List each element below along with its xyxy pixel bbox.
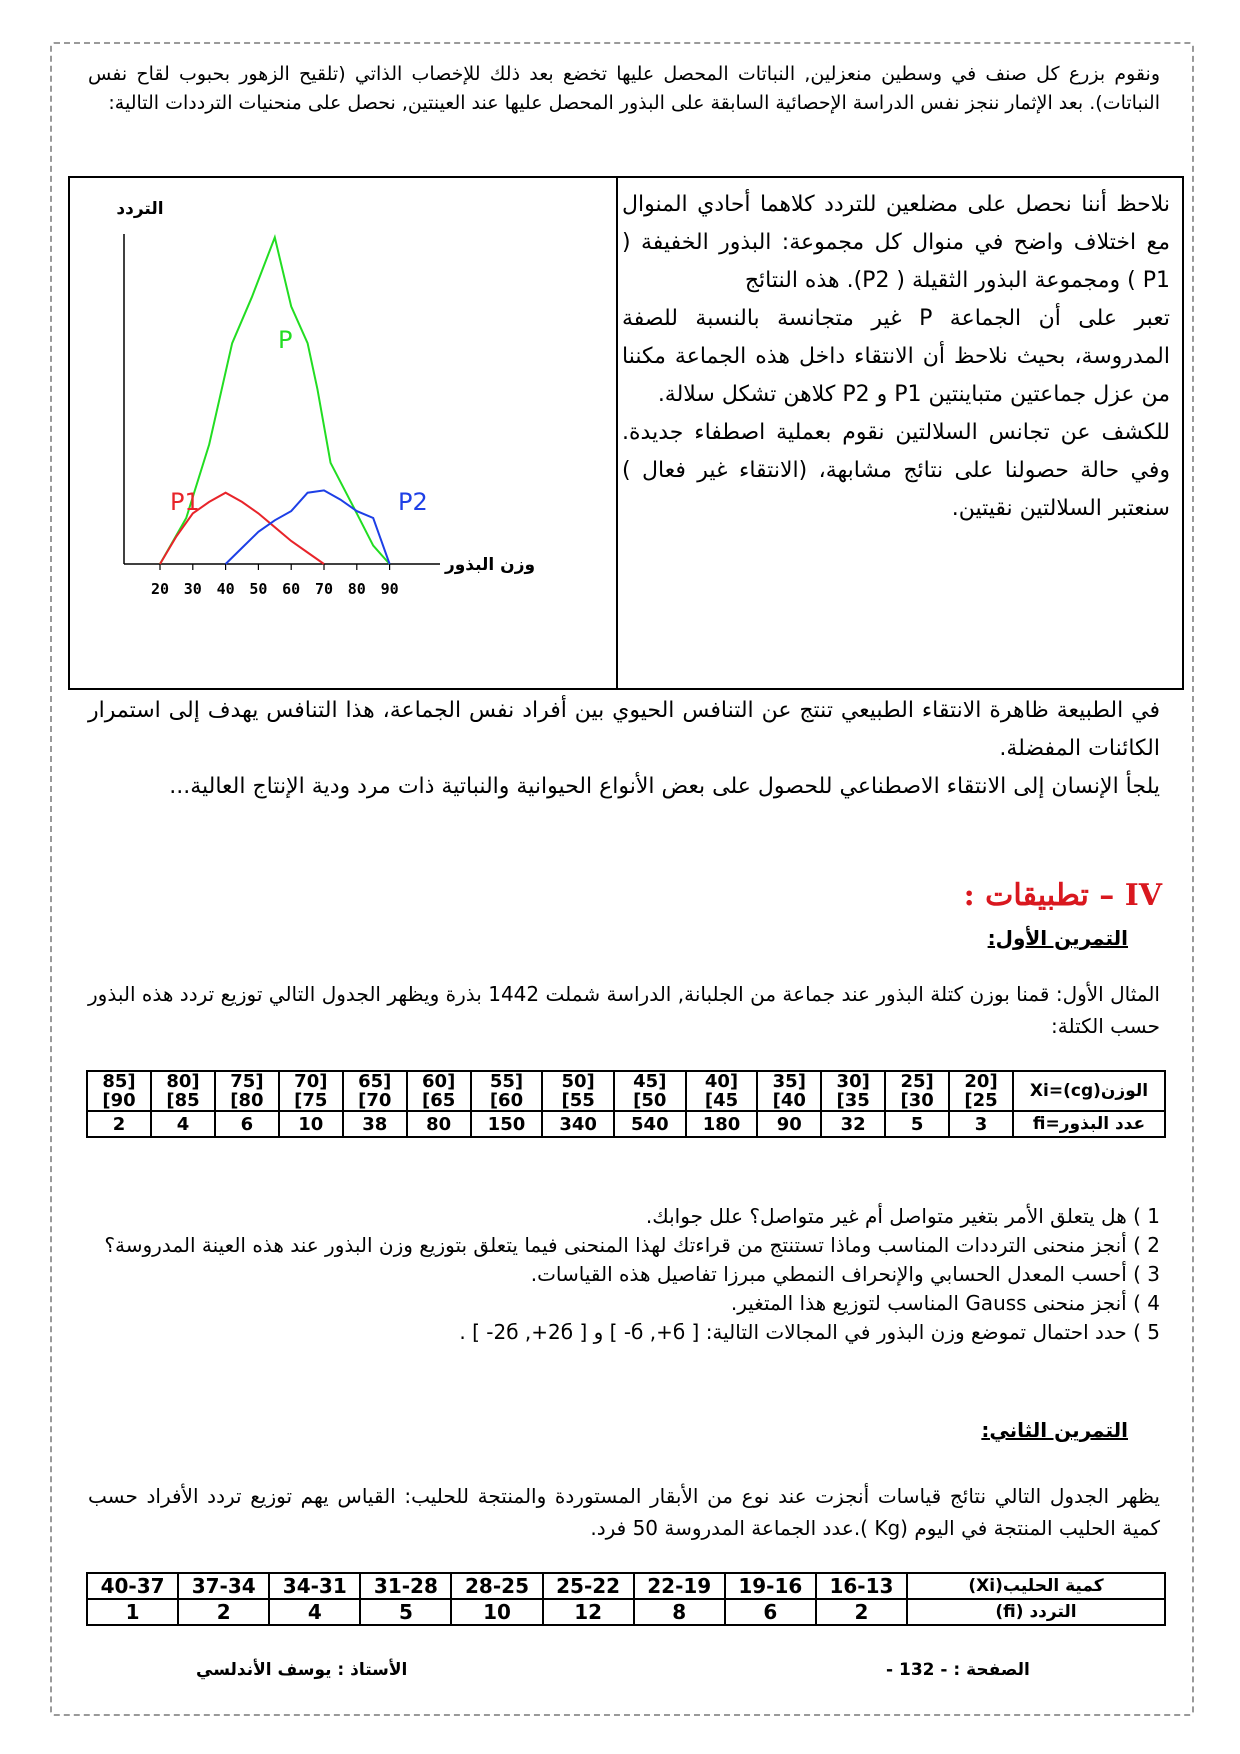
x-axis-label: وزن البذور (444, 555, 536, 575)
figure-explanation (622, 186, 1170, 528)
figure-box (68, 176, 1184, 690)
table-header-weight: الوزن(cg)=Xi (1013, 1071, 1165, 1111)
table-row-frequencies (87, 1111, 1165, 1137)
selection-paragraphs (88, 692, 1160, 806)
table-cell-class: 31-28 (360, 1573, 451, 1599)
table-cell-frequency: 4 (269, 1599, 360, 1625)
table-row-classes (87, 1071, 1165, 1111)
x-tick-label: 60 (282, 580, 301, 598)
table-header-frequency: التردد (fi) (907, 1599, 1165, 1625)
x-tick-label: 80 (347, 580, 366, 598)
exercise-1-title: التمرين الأول: (987, 926, 1128, 950)
table-cell-class (821, 1071, 885, 1111)
question-5: 5 ) حدد احتمال تموضع وزن البذور في المجالات التالية: [ ‎-б ,+б‎ ] و [ ‎-2б ,+2б‎ ] . (459, 1320, 1160, 1344)
table-cell-frequency: 2 (816, 1599, 907, 1625)
box-divider (616, 178, 618, 688)
explanation-paragraph-3: للكشف عن تجانس السلالتين نقوم بعملية اصطفاء جديدة. وفي حالة حصولنا على نتائج مشابهة، (الانتقاء غير فعال ) سنعتبر السلالتين نقيتين. (622, 420, 1170, 521)
table-cell-frequency: 6 (215, 1111, 279, 1137)
class-lower: [60 (422, 1071, 456, 1092)
seed-weight-table (86, 1070, 1166, 1138)
table-cell-frequency: 80 (407, 1111, 471, 1137)
table-cell-class (757, 1071, 821, 1111)
class-lower: [75 (230, 1071, 264, 1092)
footer-page-number: الصفحة : - 132 - (886, 1660, 1030, 1680)
frequency-polygon-chart (70, 178, 616, 688)
table-cell-frequency: 150 (471, 1111, 543, 1137)
table-cell-frequency: 340 (542, 1111, 614, 1137)
table-cell-frequency: 6 (725, 1599, 816, 1625)
class-upper: 65] (422, 1090, 456, 1111)
section-title: IV – تطبيقات : (963, 878, 1162, 913)
footer-author: الأستاذ : يوسف الأندلسي (196, 1660, 408, 1680)
table-cell-class (87, 1071, 151, 1111)
table-cell-class (471, 1071, 543, 1111)
table-cell-class (542, 1071, 614, 1111)
table-cell-class (151, 1071, 215, 1111)
class-lower: [40 (704, 1071, 739, 1092)
class-upper: 80] (230, 1090, 264, 1111)
artificial-selection-paragraph: يلجأ الإنسان إلى الانتقاء الاصطناعي للحصول على بعض الأنواع الحيوانية والنباتية ذات مرد ودية الإنتاج العالية... (169, 774, 1160, 799)
table-cell-frequency: 3 (949, 1111, 1013, 1137)
table-cell-class: 16-13 (816, 1573, 907, 1599)
table-cell-frequency: 38 (343, 1111, 407, 1137)
table-cell-class (686, 1071, 758, 1111)
class-lower: [50 (561, 1071, 595, 1092)
natural-selection-paragraph: في الطبيعة ظاهرة الانتقاء الطبيعي تنتج عن التنافس الحيوي بين أفراد نفس الجماعة، هذا التنافس يهدف إلى استمرار الكائنات المفضلة. (88, 698, 1160, 761)
class-upper: 70] (358, 1090, 392, 1111)
table-cell-frequency: 1 (87, 1599, 178, 1625)
class-upper: 85] (166, 1090, 200, 1111)
table-header-count: عدد البذور=fi (1013, 1111, 1165, 1137)
class-lower: [65 (358, 1071, 392, 1092)
question-1: 1 ) هل يتعلق الأمر بتغير متواصل أم غير متواصل؟ علل جوابك. (645, 1204, 1160, 1228)
class-upper: 55] (561, 1090, 595, 1111)
class-upper: 75] (294, 1090, 328, 1111)
table-cell-frequency: 2 (178, 1599, 269, 1625)
table-cell-class (949, 1071, 1013, 1111)
class-upper: 35] (836, 1090, 870, 1111)
class-upper: 45] (704, 1090, 739, 1111)
series-label-p2: P2 (398, 488, 428, 516)
x-tick-label: 40 (216, 580, 235, 598)
table-cell-frequency: 5 (360, 1599, 451, 1625)
table-cell-frequency: 180 (686, 1111, 758, 1137)
table-cell-frequency: 12 (543, 1599, 634, 1625)
class-upper: 30] (900, 1090, 934, 1111)
class-lower: [70 (294, 1071, 328, 1092)
table-cell-frequency: 4 (151, 1111, 215, 1137)
question-3: 3 ) أحسب المعدل الحسابي والإنحراف النمطي مبرزا تفاصيل هذه القياسات. (530, 1262, 1160, 1286)
class-lower: [35 (772, 1071, 806, 1092)
question-2: 2 ) أنجز منحنى الترددات المناسب وماذا تستنتج من قراءتك لهذا المنحنى فيما يتعلق بتوزيع وزن البذور عند هذه العينة المدروسة؟ (104, 1233, 1160, 1257)
exercise-1-text: المثال الأول: قمنا بوزن كتلة البذور عند جماعة من الجلبانة, الدراسة شملت 1442 بذرة ويظهر الجدول التالي توزيع تردد هذه البذور حسب الكتلة: (88, 982, 1160, 1038)
question-4: 4 ) أنجز منحنى Gauss المناسب لتوزيع هذا المتغير. (730, 1291, 1160, 1315)
series-label-p1: P1 (170, 488, 200, 516)
table-cell-class: 28-25 (451, 1573, 542, 1599)
table-cell-class: 19-16 (725, 1573, 816, 1599)
table-row-frequencies (87, 1599, 1165, 1625)
table-cell-class: 37-34 (178, 1573, 269, 1599)
table-row-classes (87, 1573, 1165, 1599)
x-tick-label: 70 (314, 580, 334, 598)
class-lower: [45 (633, 1071, 667, 1092)
table-cell-class (215, 1071, 279, 1111)
table-cell-class (343, 1071, 407, 1111)
table-cell-frequency: 540 (614, 1111, 686, 1137)
table-cell-class (279, 1071, 343, 1111)
table-cell-frequency: 2 (87, 1111, 151, 1137)
explanation-paragraph-2: تعبر على أن الجماعة P غير متجانسة بالنسبة للصفة المدروسة، بحيث نلاحظ أن الانتقاء داخل هذه الجماعة مكننا من عزل جماعتين متباينتين P1 و P2 كلاهن تشكل سلالة. (622, 306, 1170, 407)
table-cell-frequency: 8 (634, 1599, 725, 1625)
table-cell-frequency: 5 (885, 1111, 949, 1137)
table-cell-class: 22-19 (634, 1573, 725, 1599)
table-cell-class: 25-22 (543, 1573, 634, 1599)
table-cell-class (407, 1071, 471, 1111)
table-cell-class (614, 1071, 686, 1111)
milk-quantity-table (86, 1572, 1166, 1626)
table-cell-frequency: 10 (279, 1111, 343, 1137)
class-upper: 25] (964, 1090, 998, 1111)
table-header-milk: كمية الحليب(Xi) (907, 1573, 1165, 1599)
exercise-2-title: التمرين الثاني: (981, 1418, 1128, 1442)
table-cell-frequency: 10 (451, 1599, 542, 1625)
class-upper: 50] (633, 1090, 667, 1111)
intro-paragraph: ونقوم بزرع كل صنف في وسطين منعزلين, النباتات المحصل عليها تخضع بعد ذلك للإخصاب الذاتي (تلقيح الزهور بحبوب لقاح نفس النباتات). بعد الإثمار ننجز نفس الدراسة الإحصائية السابقة على البذور المحصل عليها عند العينتين, نحصل على منحنيات الترددات التالية: (88, 63, 1160, 114)
exercise-1-questions (88, 1202, 1160, 1347)
table-cell-class: 34-31 (269, 1573, 360, 1599)
class-lower: [80 (166, 1071, 200, 1092)
class-upper: 40] (772, 1090, 806, 1111)
table-cell-frequency: 32 (821, 1111, 885, 1137)
class-lower: [85 (102, 1071, 136, 1092)
class-lower: [55 (489, 1071, 524, 1092)
class-lower: [20 (964, 1071, 998, 1092)
explanation-paragraph-1: نلاحظ أننا نحصل على مضلعين للتردد كلاهما أحادي المنوال مع اختلاف واضح في منوال كل مجموعة: البذور الخفيفة ( P1 ) ومجموعة البذور الثقيلة ( P2). هذه النتائج (622, 192, 1170, 293)
class-lower: [30 (836, 1071, 870, 1092)
class-upper: 60] (489, 1090, 524, 1111)
class-upper: 90] (102, 1090, 136, 1111)
x-tick-label: 90 (380, 580, 399, 598)
class-lower: [25 (900, 1071, 934, 1092)
x-tick-label: 50 (249, 580, 268, 598)
y-axis-label: التردد (116, 199, 164, 219)
table-cell-frequency: 90 (757, 1111, 821, 1137)
x-tick-label: 30 (183, 580, 202, 598)
table-cell-class (885, 1071, 949, 1111)
series-label-p: P (278, 326, 293, 354)
x-tick-label: 20 (150, 580, 170, 598)
exercise-2-text: يظهر الجدول التالي نتائج قياسات أنجزت عند نوع من الأبقار المستوردة والمنتجة للحليب: القياس يهم توزيع تردد الأفراد حسب كمية الحليب المنتجة في اليوم (Kg ).عدد الجماعة المدروسة 50 فرد. (88, 1484, 1160, 1540)
table-cell-class: 40-37 (87, 1573, 178, 1599)
